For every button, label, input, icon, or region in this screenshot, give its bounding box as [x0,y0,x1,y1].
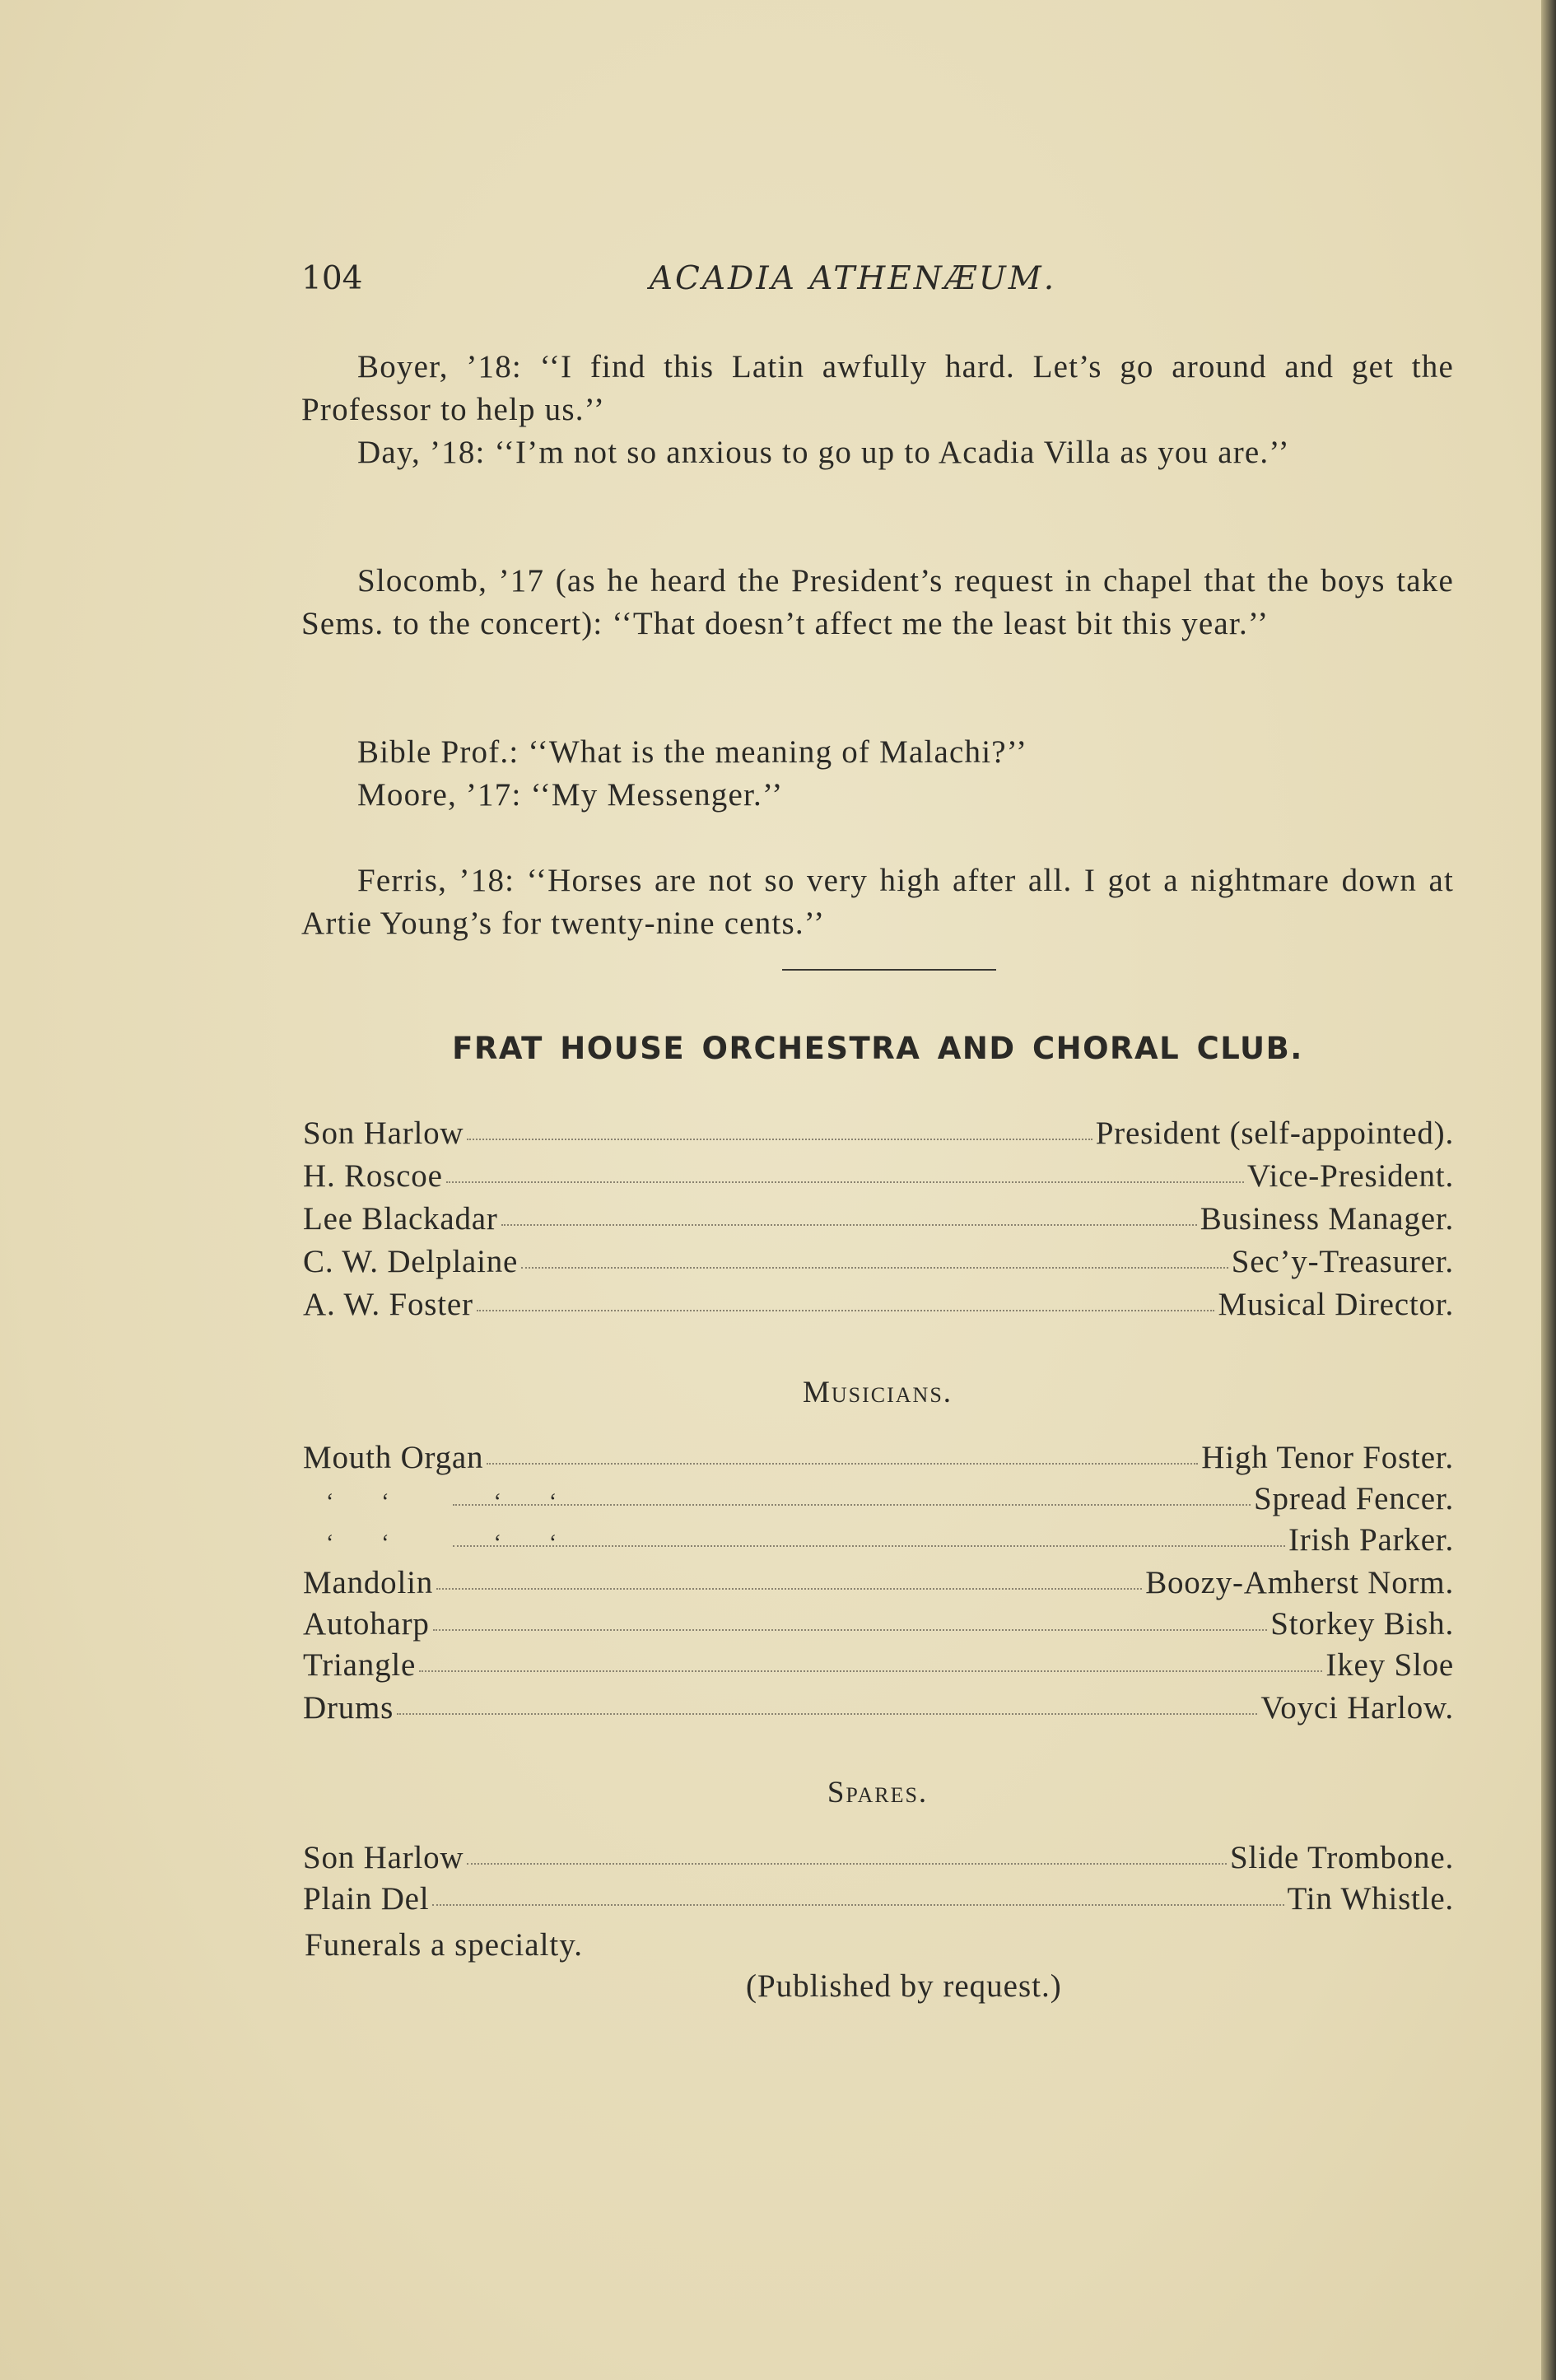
musician-player: Storkey Bish. [1270,1606,1454,1642]
officer-role: President (self-appointed). [1095,1115,1454,1151]
page-header [301,260,1454,301]
officer-role: Vice-President. [1246,1158,1454,1194]
musician-player: Irish Parker. [1288,1522,1454,1558]
leader-dots [436,1587,1142,1590]
leader-dots [397,1712,1257,1715]
quote-paragraph-bible-prof: Bible Prof.: ‘‘What is the meaning of Malachi?’’ [357,734,1028,770]
quote-paragraph-ferris: Ferris, ’18: ‘‘Horses are not so very high after all. I got a nightmare down at Artie Young’s for twenty-nine cents.’’ [301,863,1454,941]
musician-instrument: Drums [303,1690,394,1726]
spare-instrument: Slide Trombone. [1229,1840,1454,1875]
musician-instrument: Autoharp [303,1606,430,1642]
officer-row [303,1286,1454,1329]
officer-name: Lee Blackadar [303,1201,498,1237]
leader-dots [501,1223,1197,1226]
musician-row [303,1439,1454,1482]
specialty-note: Funerals a specialty. [305,1927,583,1963]
section-divider [782,969,996,971]
musician-player: Ikey Sloe [1325,1647,1454,1683]
spares-heading: Spares. [827,1776,929,1809]
musician-player: Voyci Harlow. [1260,1690,1454,1726]
officer-row [303,1157,1454,1200]
musician-player: Boozy-Amherst Norm. [1145,1565,1454,1600]
leader-dots [453,1544,1285,1547]
musician-row [303,1480,1454,1523]
musician-row [303,1564,1454,1607]
musician-instrument: Mandolin [303,1565,434,1600]
musician-player: Spread Fencer. [1254,1481,1454,1516]
leader-dots [467,1862,1227,1865]
officer-name: H. Roscoe [303,1158,443,1194]
musician-instrument-ditto: ‘‘ ‘‘ [326,1489,607,1515]
leader-dots [433,1628,1268,1631]
spare-name: Son Harlow [303,1840,464,1875]
page-number: 104 [301,260,363,297]
quote-paragraph-moore: Moore, ’17: ‘‘My Messenger.’’ [357,777,784,813]
page-spine-shadow [1541,0,1556,2380]
officer-name: Son Harlow [303,1115,464,1151]
running-title: ACADIA ATHENÆUM. [649,260,1057,297]
leader-dots [419,1670,1322,1672]
section-title: FRAT HOUSE ORCHESTRA AND CHORAL CLUB. [452,1031,1303,1066]
musician-row [303,1689,1454,1732]
spare-row [303,1880,1454,1923]
quote-paragraph-boyer: Boyer, ’18: ‘‘I find this Latin awfully hard. Let’s go around and get the Professor to help us.’’ [301,349,1454,427]
officer-row [303,1200,1454,1243]
published-note: (Published by request.) [746,1968,1062,2004]
musician-instrument: Triangle [303,1647,417,1683]
officer-row [303,1115,1454,1157]
quote-paragraph-slocomb: Slocomb, ’17 (as he heard the President’s request in chapel that the boys take Sems. to the concert): ‘‘That doesn’t affect me the least bit this year.’’ [301,563,1454,641]
officer-role: Musical Director. [1218,1287,1454,1322]
quote-paragraph-day: Day, ’18: ‘‘I’m not so anxious to go up to Acadia Villa as you are.’’ [357,435,1290,470]
officer-row [303,1243,1454,1286]
officer-name: A. W. Foster [303,1287,473,1322]
leader-dots [467,1138,1092,1140]
leader-dots [432,1903,1283,1906]
musician-row [303,1521,1454,1564]
spare-instrument: Tin Whistle. [1287,1881,1454,1917]
leader-dots [521,1266,1228,1269]
officer-role: Business Manager. [1200,1201,1454,1237]
musician-row [303,1646,1454,1689]
leader-dots [487,1462,1198,1465]
musicians-heading: Musicians. [802,1376,953,1409]
musician-instrument-ditto: ‘‘ ‘‘ [326,1530,607,1556]
musician-player: High Tenor Foster. [1201,1440,1454,1475]
musician-row [303,1605,1454,1648]
spare-row [303,1839,1454,1882]
leader-dots [477,1309,1215,1311]
officer-name: C. W. Delplaine [303,1244,519,1279]
leader-dots [446,1181,1244,1183]
musician-instrument: Mouth Organ [303,1440,484,1475]
spare-name: Plain Del [303,1881,430,1917]
leader-dots [453,1503,1251,1506]
officer-role: Sec’y-Treasurer. [1231,1244,1454,1279]
